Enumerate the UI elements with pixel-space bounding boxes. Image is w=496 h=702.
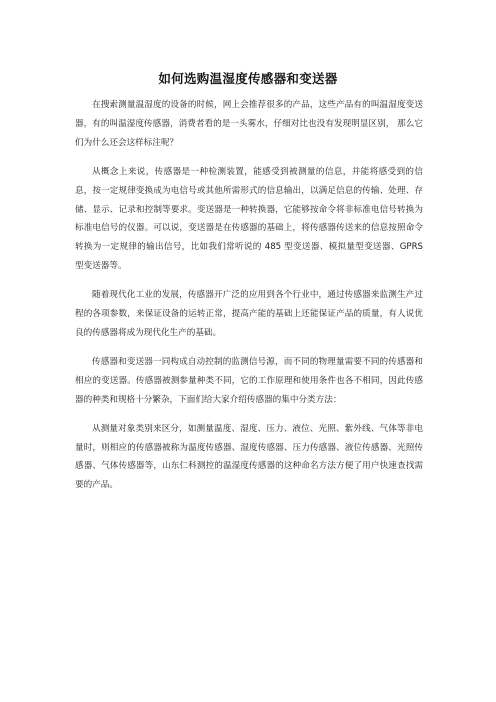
paragraph-intro: 在搜索测量温湿度的设备的时候，网上会推荐很多的产品，这些产品有的叫温湿度变送器，有的叫温湿度传感器，消费者看的是一头雾水，仔细对比也没有发现明显区别， 那么它们为什么还会这样标注呢？ [75, 100, 423, 148]
document-body [75, 96, 423, 505]
paragraph-concepts: 从概念上来说，传感器是一种检测装置，能感受到被测量的信息，并能将感受到的信息，按一定规律变换成为电信号或其他所需形式的信息输出，以满足信息的传输、处理、存储、显示、记录和控制等要求。变送器是一种转换器，它能够按命令将非标准电信号转换为标准电信号的仪器。可以说，变送器是在传感器的基础上，将传感器传送来的信息按照命令转换为一定规律的输出信号，比如我们常听说的 485 型变送器、模拟量型变送器、GPRS 型变送器等。 [75, 166, 423, 272]
paragraph-industry: 随着现代化工业的发展，传感器开广泛的应用到各个行业中，通过传感器来监测生产过程的各项参数，来保证设备的运转正常，提高产能的基础上还能保证产品的质量，有人说优良的传感器将成为现代化生产的基础。 [75, 290, 423, 338]
paragraph-classification: 从测量对象类别来区分，如测量温度、湿度、压力、液位、光照、紫外线、气体等非电量时，则相应的传感器被称为温度传感器、湿度传感器、压力传感器、液位传感器、光照传感器、气体传感器等，山东仁科测控的温湿度传感器的这种命名方法方便了用户快速查找需要的产品。 [75, 423, 423, 491]
paragraph-signal-source: 传感器和变送器一同构成自动控制的监测信号源，而不同的物理量需要不同的传感器和相应的变送器。传感器被测参量种类不同，它的工作原理和使用条件也各不相同，因此传感器的种类和规格十分繁杂，下面们给大家介绍传感器的集中分类方法： [75, 356, 423, 405]
document-title: 如何选购温湿度传感器和变送器 [158, 71, 338, 86]
